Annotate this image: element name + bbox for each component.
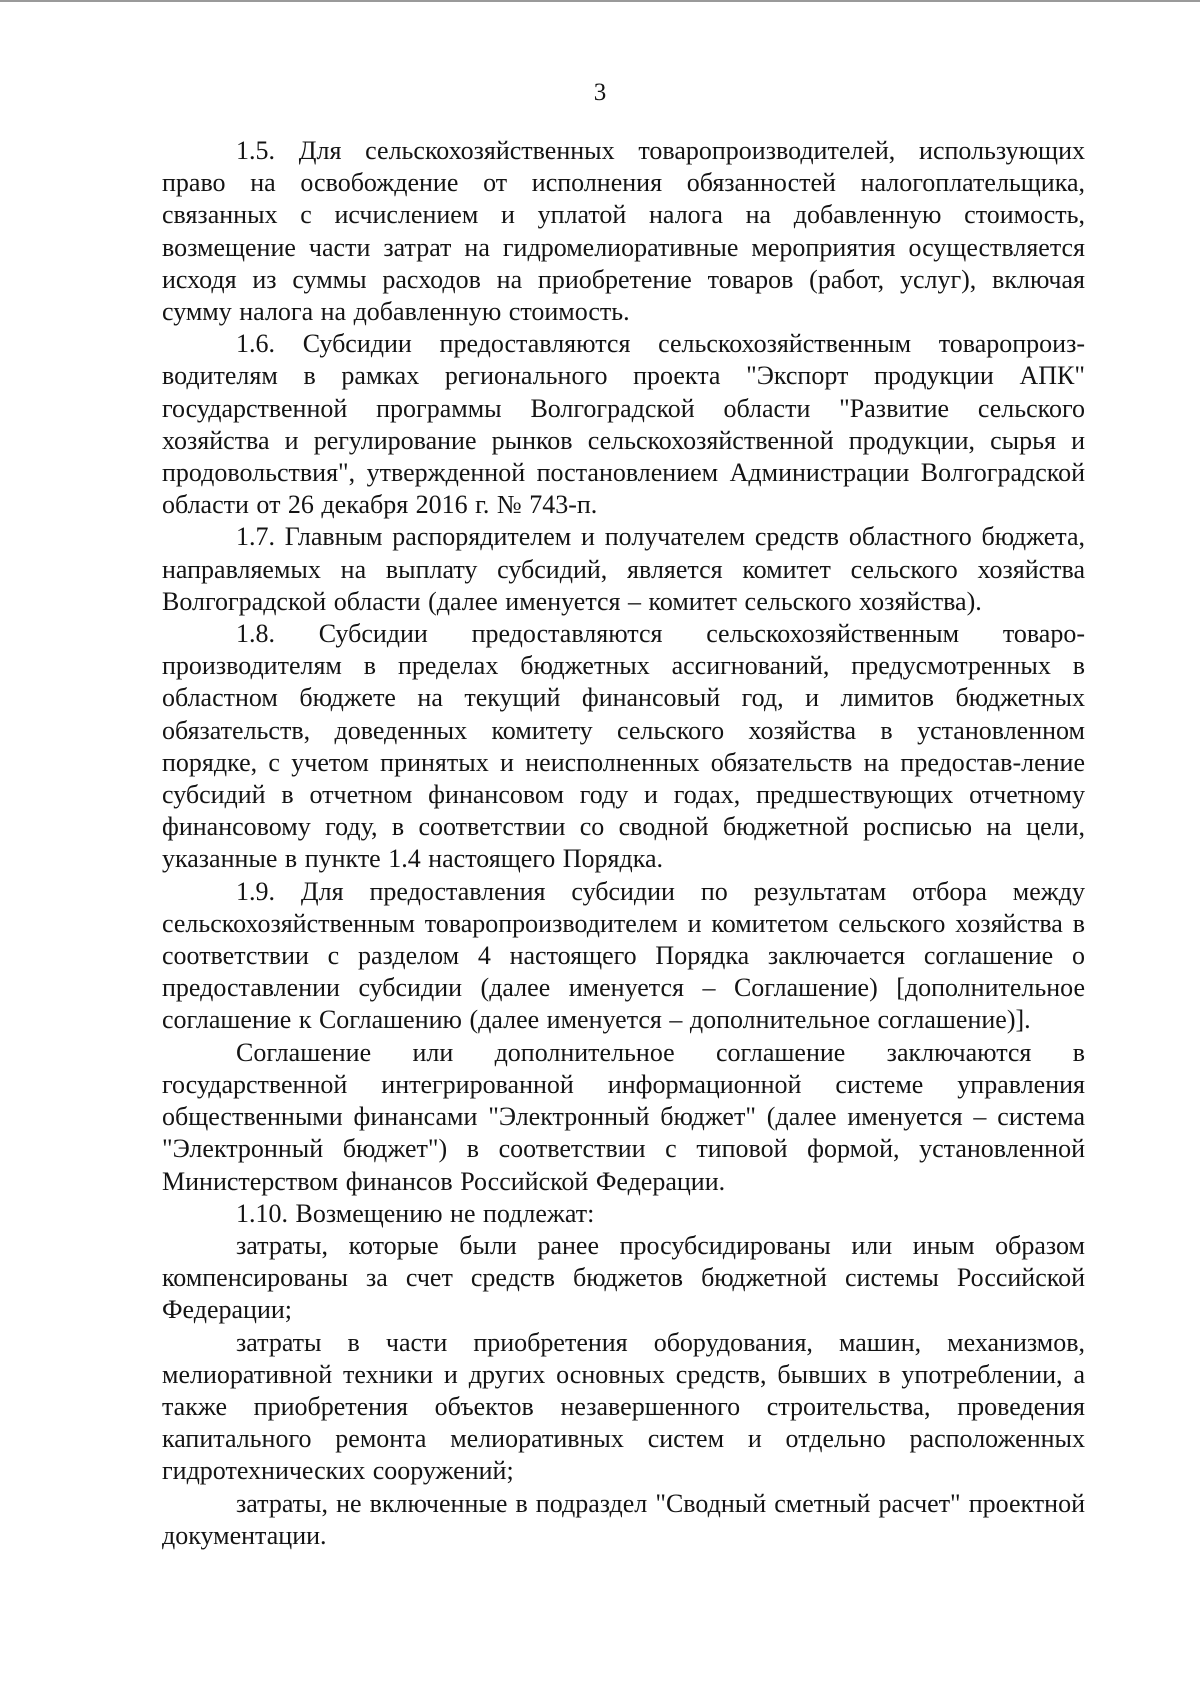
- exclusion-item-3: затраты, не включенные в подраздел "Сводный сметный расчет" проектной документации.: [162, 1488, 1085, 1550]
- scan-top-edge: [0, 0, 1200, 2]
- exclusion-item-1: затраты, которые были ранее просубсидированы или иным образом компенсированы за счет средств бюджетов бюджетной системы Российской Федерации;: [162, 1230, 1085, 1325]
- paragraph-1-6: 1.6. Субсидии предоставляются сельскохозяйственным товаропроиз-водителям в рамках регионального проекта "Экспорт продукции АПК" государственной программы Волгоградской области "Развитие сельского хозяйства и регулирование рынков сельскохозяйственной продукции, сырья и продовольствия", утвержденной постановлением Администрации Волгоградской области от 26 декабря 2016 г. № 743-п.: [162, 329, 1085, 520]
- paragraph-1-7: 1.7. Главным распорядителем и получателем средств областного бюджета, направляемых на выплату субсидий, является комитет сельского хозяйства Волгоградской области (далее именуется – комитет сельского хозяйства).: [162, 522, 1085, 616]
- exclusion-item-2: затраты в части приобретения оборудования, машин, механизмов, мелиоративной техники и других основных средств, бывших в употреблении, а также приобретения объектов незавершенного строительства, проведения капитального ремонта мелиоративных систем и отдельно расположенных гидротехнических сооружений;: [162, 1327, 1085, 1486]
- paragraph-1-8: 1.8. Субсидии предоставляются сельскохозяйственным товаро-производителям в пределах бюджетных ассигнований, предусмотренных в областном бюджете на текущий финансовый год, и лимитов бюджетных обязательств, доведенных комитету сельского хозяйства в установленном порядке, с учетом принятых и неисполненных обязательств на предостав-ление субсидий в отчетном финансовом году и годах, предшествующих отчетному финансовому году, в соответствии со сводной бюджетной росписью на цели, указанные в пункте 1.4 настоящего Порядка.: [162, 619, 1085, 874]
- paragraph-1-5: 1.5. Для сельскохозяйственных товаропроизводителей, использующих право на освобождение от исполнения обязанностей налогоплательщика, связанных с исчислением и уплатой налога на добавленную стоимость, возмещение части затрат на гидромелиоративные мероприятия осуществляется исходя из суммы расходов на приобретение товаров (работ, услуг), включая сумму налога на добавленную стоимость.: [162, 136, 1085, 327]
- paragraph-1-9: 1.9. Для предоставления субсидии по результатам отбора между сельскохозяйственным товаропроизводителем и комитетом сельского хозяйства в соответствии с разделом 4 настоящего Порядка заключается соглашение о предоставлении субсидии (далее именуется – Соглашение) [дополнительное соглашение к Соглашению (далее именуется – дополнительное соглашение)].: [162, 876, 1085, 1035]
- document-body: [162, 135, 1085, 1552]
- page-number: 3: [593, 79, 607, 106]
- paragraph-agreement: Соглашение или дополнительное соглашение заключаются в государственной интегрированной информационной системе управления общественными финансами "Электронный бюджет" (далее именуется – система "Электронный бюджет") в соответствии с типовой формой, установленной Министерством финансов Российской Федерации.: [162, 1037, 1085, 1196]
- paragraph-1-10: 1.10. Возмещению не подлежат:: [236, 1198, 595, 1228]
